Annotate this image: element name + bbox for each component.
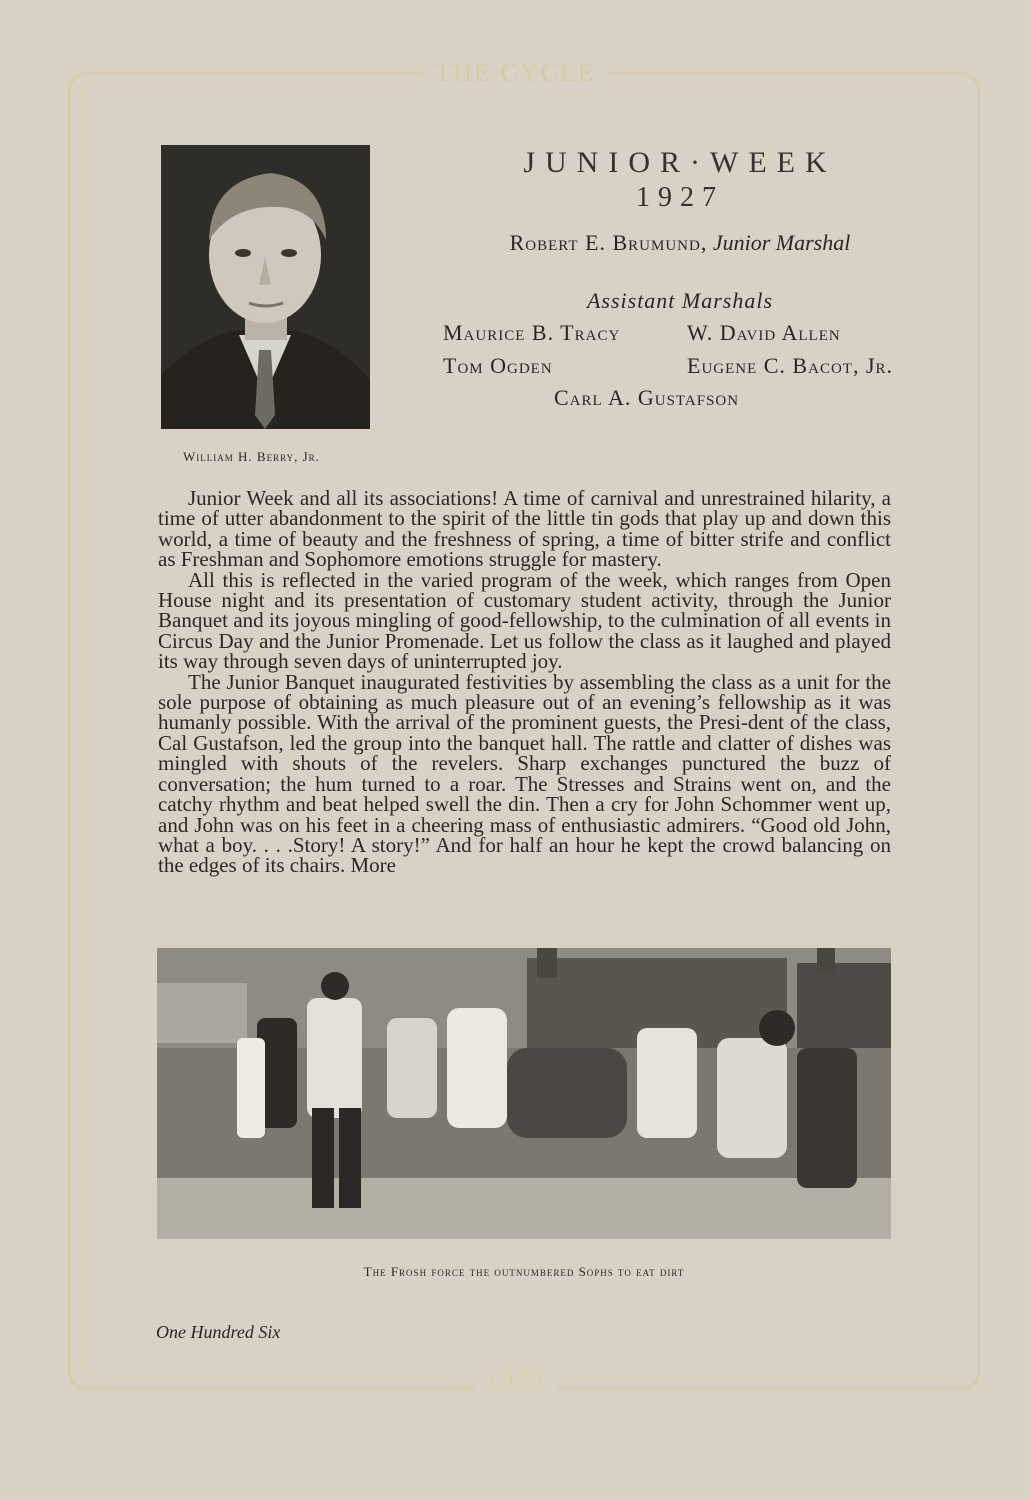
junior-marshal-role: Junior Marshal: [712, 230, 851, 255]
paragraph: All this is reflected in the varied program of the week, which ranges from Open House night and its presentation of customary student activity, through the Junior Banquet and its joyous mingling of good-fellowship, to the culmination of all events in Circus Day and the Junior Promenade. Let us follow the class as it laughed and played its way through seven days of uninterrupted joy.: [158, 567, 891, 674]
page-year: 1927: [636, 182, 724, 213]
assistant-marshal-name: Eugene C. Bacot, Jr.: [687, 353, 894, 378]
page-number: One Hundred Six: [156, 1322, 281, 1342]
assistant-marshal-name: Tom Ogden: [443, 353, 553, 378]
assistant-marshal-name: Maurice B. Tracy: [443, 320, 621, 345]
portrait-photo: [161, 145, 370, 429]
paragraph: The Junior Banquet inaugurated festivities by assembling the class as a unit for the sole purpose of obtaining as much pleasure out of an evening’s fellowship as it was humanly possible. With the arrival of the prominent guests, the Presi-dent of the class, Cal Gustafson, led the group into the banquet hall. The rattle and clatter of dishes was mingled with shouts of the revelers. Sharp exchanges punctured the buzz of conversation; the hum turned to a roar. The Stresses and Strains went on, and the catchy rhythm and beat helped swell the din. Then a cry for John Schommer went up, and John was on his feet in a cheering mass of enthusiastic admirers. “Good old John, what a boy. . . .Story! A story!” And for half an hour he kept the crowd balancing on the edges of its chairs. More: [158, 669, 891, 878]
photo-caption: The Frosh force the outnumbered Sophs to eat dirt: [363, 1264, 685, 1279]
junior-marshal-line: [440, 230, 920, 256]
article-body: [158, 488, 891, 876]
paragraph: Junior Week and all its associations! A time of carnival and unrestrained hilarity, a time of utter abandonment to the spirit of the little tin gods that play up and down this world, a time of beauty and the freshness of spring, a time of bitter strife and conflict as Freshman and Sophomore emotions struggle for mastery.: [158, 486, 891, 572]
page-title: JUNIOR·WEEK: [523, 146, 837, 179]
assistant-marshals-heading: Assistant Marshals: [586, 288, 774, 313]
junior-marshal-name: Robert E. Brumund,: [509, 230, 708, 255]
event-photo: [157, 948, 891, 1239]
portrait-image: [161, 145, 370, 429]
assistant-marshal-name: Carl A. Gustafson: [554, 385, 740, 410]
running-foot: 1928: [0, 1366, 1031, 1396]
assistant-marshal-name: W. David Allen: [687, 320, 841, 345]
running-head: THE CYCLE: [0, 58, 1031, 88]
portrait-caption: William H. Berry, Jr.: [183, 449, 320, 464]
event-photo-image: [157, 948, 891, 1239]
